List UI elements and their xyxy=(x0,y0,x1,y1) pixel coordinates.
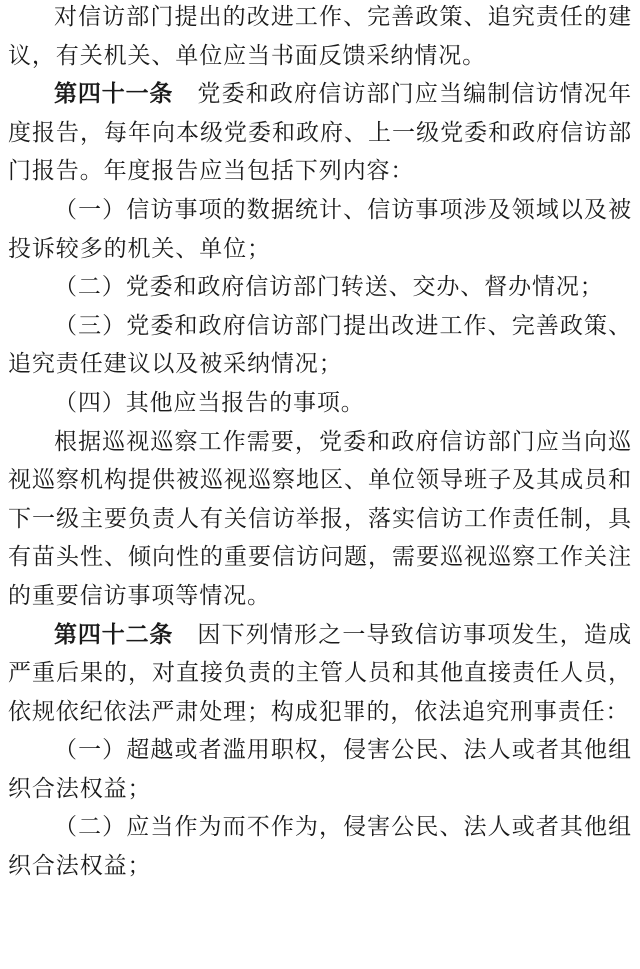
paragraph-text: 对信访部门提出的改进工作、完善政策、追究责任的建议，有关机关、单位应当书面反馈采纳情况。 xyxy=(8,4,632,69)
paragraph-text: 党委和政府信访部门应当编制信访情况年度报告，每年向本级党委和政府、上一级党委和政府信访部门报告。年度报告应当包括下列内容： xyxy=(8,81,632,185)
article-41 xyxy=(8,75,632,191)
article-heading: 第四十一条 xyxy=(54,81,174,108)
list-item-1 xyxy=(8,191,632,268)
paragraph-text: （二）应当作为而不作为，侵害公民、法人或者其他组织合法权益； xyxy=(8,814,632,880)
list-item-2 xyxy=(8,808,632,885)
paragraph-text: 因下列情形之一导致信访事项发生，造成严重后果的，对直接负责的主管人员和其他直接责任人员，依规依纪依法严肃处理；构成犯罪的，依法追究刑事责任： xyxy=(8,621,632,725)
paragraph-text: （一）超越或者滥用职权，侵害公民、法人或者其他组织合法权益； xyxy=(8,737,632,802)
paragraph-text: （四）其他应当报告的事项。 xyxy=(54,389,365,416)
article-heading: 第四十二条 xyxy=(54,621,174,648)
list-item-1 xyxy=(8,731,632,808)
article-42 xyxy=(8,616,632,732)
paragraph-inspection xyxy=(8,423,632,616)
list-item-2 xyxy=(8,268,632,307)
paragraph-text: （三）党委和政府信访部门提出改进工作、完善政策、追究责任建议以及被采纳情况； xyxy=(8,312,632,378)
paragraph-text: （一）信访事项的数据统计、信访事项涉及领域以及被投诉较多的机关、单位； xyxy=(8,196,632,262)
paragraph-text: 根据巡视巡察工作需要，党委和政府信访部门应当向巡视巡察机构提供被巡视巡察地区、单位领导班子及其成员和下一级主要负责人有关信访举报，落实信访工作责任制，具有苗头性、倾向性的重要信访问题，需要巡视巡察工作关注的重要信访事项等情况。 xyxy=(8,428,632,609)
document-page xyxy=(8,0,632,969)
list-item-3 xyxy=(8,307,632,384)
list-item-4 xyxy=(8,384,632,423)
paragraph-text: （二）党委和政府信访部门转送、交办、督办情况； xyxy=(54,274,604,301)
paragraph-feedback xyxy=(8,0,632,75)
